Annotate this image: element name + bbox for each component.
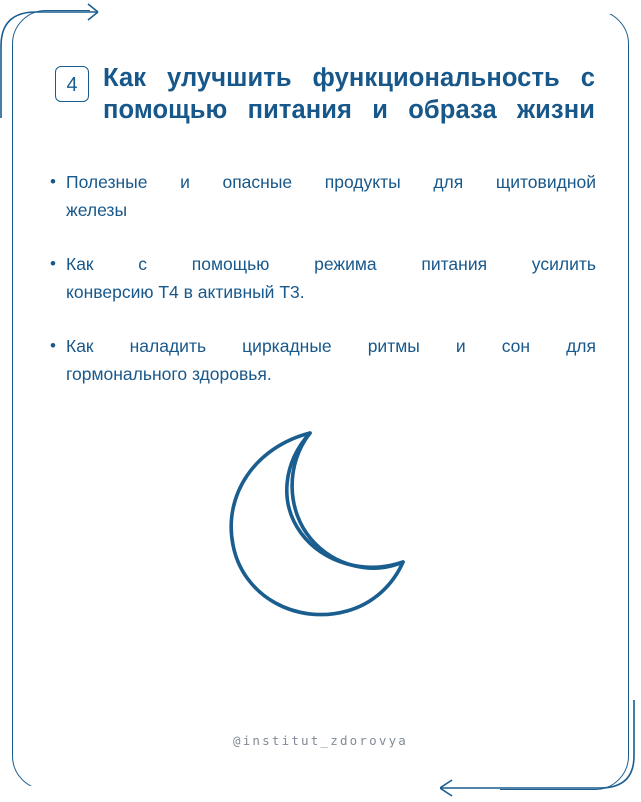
page-title-line-1: Как улучшить функциональность с [103,64,595,92]
arrow-bottom-right-icon [440,700,641,800]
slide-header [55,62,600,126]
list-item-text [66,168,596,224]
slide-number-badge: 4 [55,66,89,102]
list-item-line: Как с помощью режима питания усилить [66,254,596,274]
frame-gap-top [90,0,641,14]
crescent-moon-icon [215,425,425,625]
list-item-line: конверсию Т4 в активный Т3. [66,282,305,302]
list-item-text [66,332,596,388]
list-item [50,168,602,224]
list-item [50,332,602,388]
list-item-text [66,250,596,306]
bullet-marker-icon: • [50,172,56,191]
list-item-line: Полезные и опасные продукты для щитовидной [66,172,596,192]
list-item-line: гормонального здоровья. [66,364,272,384]
page-title [103,62,595,126]
bullet-list [50,168,602,414]
page-title-line-2: помощью питания и образа жизни [103,96,595,125]
list-item-line: Как наладить циркадные ритмы и сон для [66,336,596,356]
list-item-line: железы [66,200,128,220]
bullet-marker-icon: • [50,336,56,355]
social-handle: @institut_zdorovya [232,733,409,748]
list-item [50,250,602,306]
bullet-marker-icon: • [50,254,56,273]
crescent-moon-illustration [215,425,425,625]
